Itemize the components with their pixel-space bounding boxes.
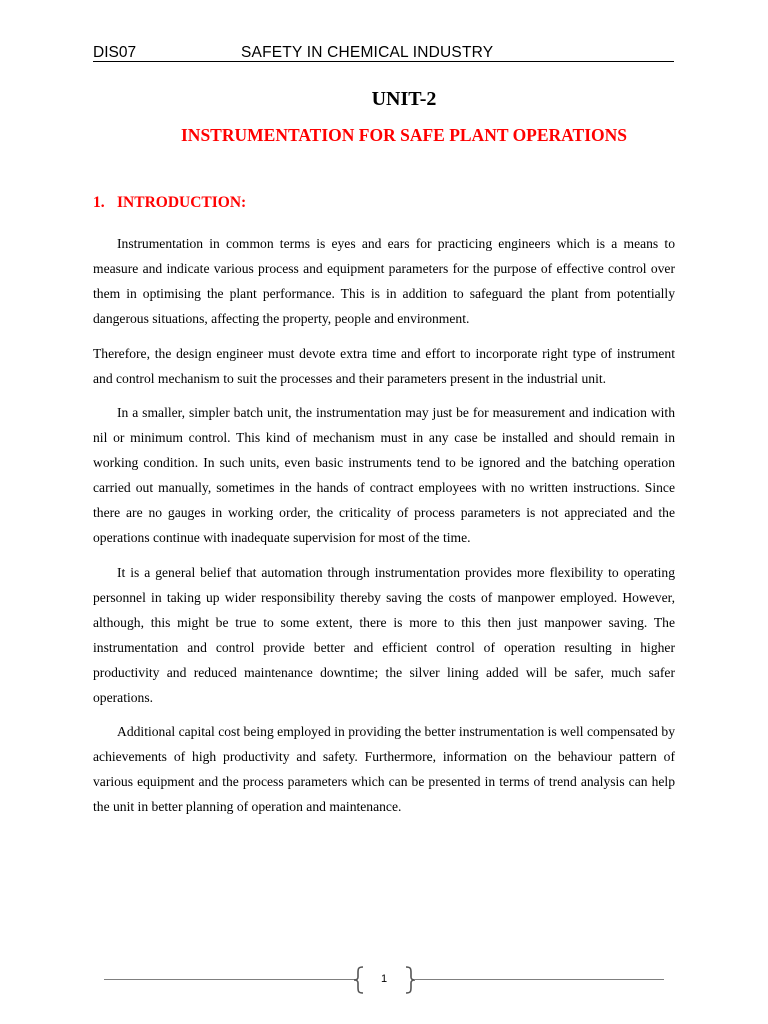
footer-rule-right — [414, 979, 664, 980]
page-number: 1 — [380, 973, 388, 985]
paragraph-1: Instrumentation in common terms is eyes and ears for practicing engineers which is a means to measure and indicate various process and equipment parameters for the purpose of effective control over them in optimising the plant performance. This is in addition to safeguard the plant from potentially dangerous situations, affecting the property, people and environment. — [93, 236, 675, 326]
section-title: INTRODUCTION: — [117, 194, 247, 211]
left-brace-icon — [353, 966, 365, 994]
unit-subtitle: INSTRUMENTATION FOR SAFE PLANT OPERATIONS — [181, 125, 627, 145]
unit-title: UNIT-2 — [371, 88, 437, 110]
body-text — [93, 231, 675, 829]
paragraph-5: Additional capital cost being employed in providing the better instrumentation is well compensated by achievements of high productivity and safety. Furthermore, information on the behaviour pattern of various equipment and the process parameters which can be presented in terms of trend analysis can help the unit in better planning of operation and maintenance. — [93, 724, 675, 814]
footer-rule-left — [104, 979, 355, 980]
paragraph-3: In a smaller, simpler batch unit, the instrumentation may just be for measurement and indication with nil or minimum control. This kind of mechanism must in any case be installed and should remain in working condition. In such units, even basic instruments tend to be ignored and the batching operation carried out manually, sometimes in the hands of contract employees with no written instructions. Since there are no gauges in working order, the criticality of process parameters is not appreciated and the operations continue with inadequate supervision for most of the time. — [93, 405, 675, 545]
section-heading — [93, 192, 246, 214]
paragraph-4: It is a general belief that automation through instrumentation provides more flexibility to operating personnel in taking up wider responsibility thereby saving the costs of manpower employed. However, although, this might be true to some extent, there is more to this then just manpower saving. The instrumentation and control provide better and efficient control of operation resulting in higher productivity and reduced maintenance downtime; the silver lining added will be safer, much safer operations. — [93, 564, 675, 705]
page-header — [93, 41, 674, 62]
paragraph-2: Therefore, the design engineer must devote extra time and effort to incorporate right type of instrument and control mechanism to suit the processes and their parameters present in the industrial unit. — [93, 345, 675, 386]
section-number: 1. — [93, 194, 105, 211]
document-title: SAFETY IN CHEMICAL INDUSTRY — [241, 44, 494, 61]
document-code: DIS07 — [93, 44, 137, 61]
page-footer — [104, 962, 664, 996]
right-brace-icon — [404, 966, 416, 994]
